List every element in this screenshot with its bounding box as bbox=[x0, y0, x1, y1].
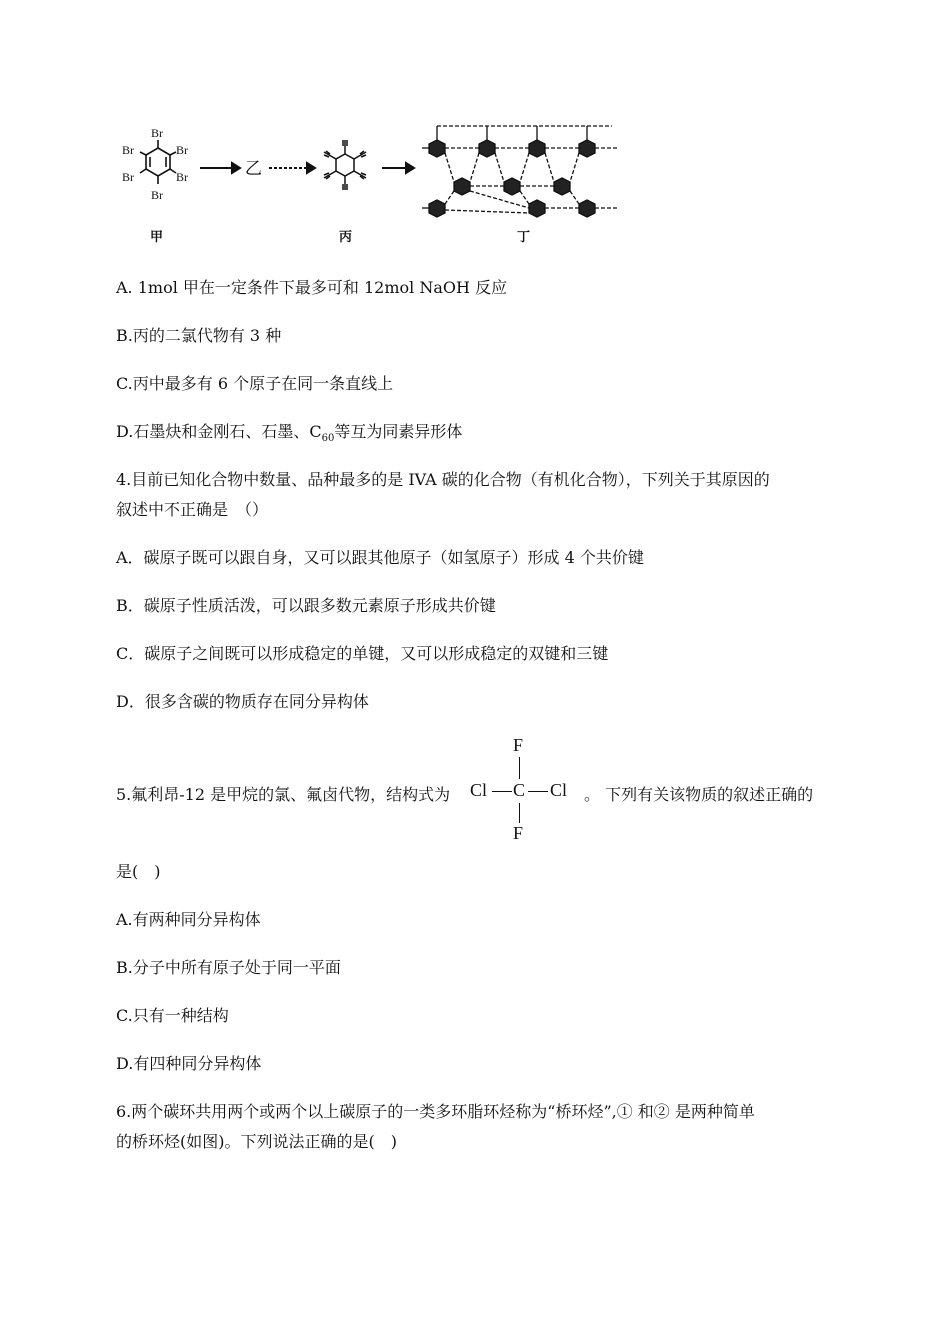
q5-option-a: A.有两种同分异构体 bbox=[116, 910, 261, 929]
arrow-1 bbox=[200, 163, 240, 173]
q3-option-c: C.丙中最多有 6 个原子在同一条直线上 bbox=[116, 374, 394, 393]
q6-stem-line2: 的桥环烃(如图)。下列说法正确的是( ) bbox=[116, 1132, 397, 1151]
br-label: Br bbox=[122, 143, 134, 157]
q3-option-d-text-end: 等互为同素异形体 bbox=[334, 422, 463, 441]
label-jia: 甲 bbox=[150, 230, 164, 245]
label-bing: 丙 bbox=[339, 230, 353, 245]
graphdiyne-network bbox=[420, 122, 620, 218]
arrow-2 bbox=[269, 163, 315, 173]
q4-option-a: A．碳原子既可以跟自身，又可以跟其他原子（如氢原子）形成 4 个共价键 bbox=[116, 548, 644, 567]
q4-option-d: D．很多含碳的物质存在同分异构体 bbox=[116, 692, 369, 711]
q5-option-b: B.分子中所有原子处于同一平面 bbox=[116, 958, 341, 977]
br-label: Br bbox=[176, 143, 188, 157]
label-yi: 乙 bbox=[245, 159, 262, 179]
br-label: Br bbox=[122, 170, 134, 184]
q5-option-c: C.只有一种结构 bbox=[116, 1006, 229, 1025]
q4-stem-line2: 叙述中不正确是 （） bbox=[116, 500, 269, 519]
q5-stem-line1-pre: 5.氟利昂-12 是甲烷的氯、氟卤代物，结构式为 bbox=[116, 785, 451, 804]
fluorine-top: F bbox=[513, 735, 524, 755]
br-label: Br bbox=[151, 126, 163, 140]
q3-option-d-text: D.石墨炔和金刚石、石墨、C bbox=[116, 422, 322, 441]
carbon-center: C bbox=[513, 780, 526, 800]
chlorine-left: Cl bbox=[470, 780, 488, 800]
hexaethynylbenzene-structure bbox=[324, 140, 366, 190]
q4-stem-line1: 4.目前已知化合物中数量、品种最多的是 IVA 碳的化合物（有机化合物），下列关于其原因的 bbox=[116, 470, 770, 489]
q6-stem-line1: 6.两个碳环共用两个或两个以上碳原子的一类多环脂环烃称为“桥环烃”,① 和② 是两种简单 bbox=[116, 1102, 755, 1121]
br-labels bbox=[122, 126, 188, 202]
q4-option-b: B．碳原子性质活泼，可以跟多数元素原子形成共价键 bbox=[116, 596, 496, 615]
q3-option-b: B.丙的二氯代物有 3 种 bbox=[116, 326, 282, 345]
bond-top bbox=[519, 757, 520, 779]
reaction-scheme-svg bbox=[112, 118, 632, 253]
bond-bottom bbox=[519, 803, 520, 823]
bond-right bbox=[528, 791, 548, 792]
fluorine-bottom: F bbox=[513, 823, 524, 843]
hexabromobenzene-structure bbox=[140, 140, 176, 184]
label-ding: 丁 bbox=[517, 230, 531, 245]
q3-option-d-subscript: 60 bbox=[321, 433, 335, 445]
q3-option-a: A. 1mol 甲在一定条件下最多可和 12mol NaOH 反应 bbox=[116, 278, 508, 297]
q4-option-c: C．碳原子之间既可以形成稳定的单键，又可以形成稳定的双键和三键 bbox=[116, 644, 609, 663]
bond-left bbox=[492, 791, 512, 792]
chlorine-right: Cl bbox=[550, 780, 568, 800]
q5-option-d: D.有四种同分异构体 bbox=[116, 1054, 262, 1073]
br-label: Br bbox=[176, 170, 188, 184]
q5-stem-line1-post: 。 下列有关该物质的叙述正确的 bbox=[584, 785, 814, 804]
br-label: Br bbox=[151, 188, 163, 202]
reaction-scheme-figure bbox=[112, 118, 632, 253]
arrow-3 bbox=[382, 163, 414, 173]
cf2cl2-structural-formula bbox=[470, 735, 580, 847]
q3-option-d bbox=[116, 422, 462, 449]
q5-stem-line2: 是( ) bbox=[116, 862, 161, 881]
